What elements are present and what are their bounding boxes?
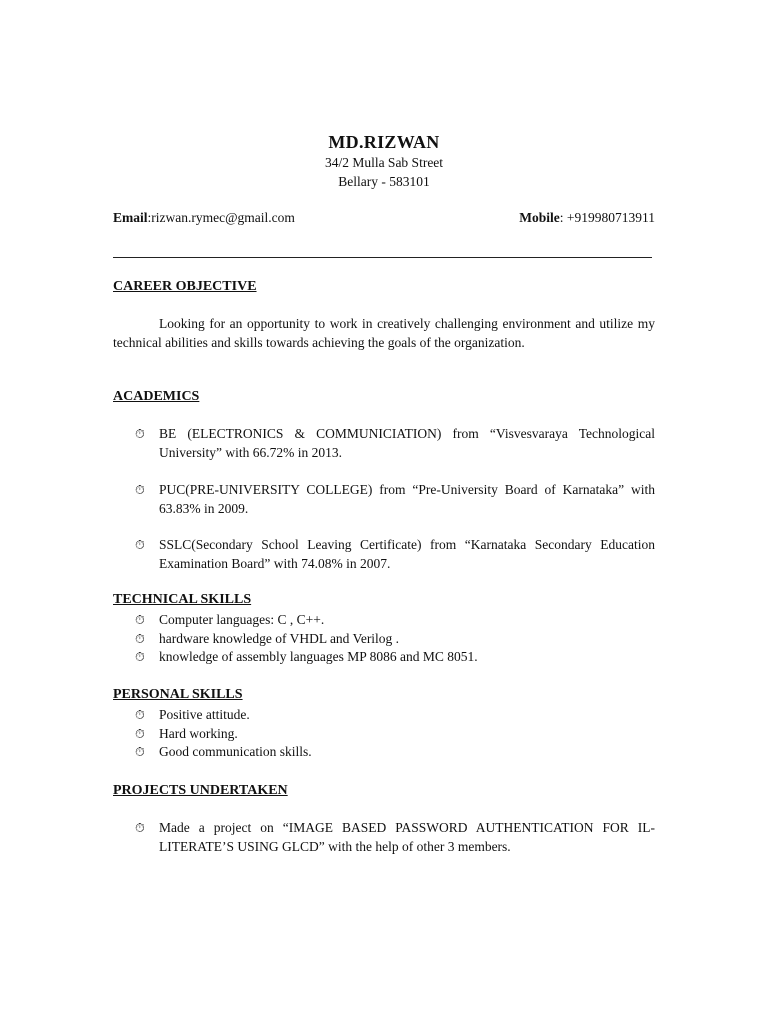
alarm-clock-bullet-icon: ⏱: [135, 821, 145, 835]
project-item-text: Made a project on “IMAGE BASED PASSWORD AUTHENTICATION FOR IL-LITERATE’S USING GLCD” with the help of other 3 members.: [159, 820, 655, 854]
academics-item-text: BE (ELECTRONICS & COMMUNICIATION) from “Visvesvaraya Technological University” with 66.72% in 2013.: [159, 426, 655, 460]
mobile-value: +919980713911: [566, 210, 655, 225]
academics-list: [113, 481, 655, 518]
header-divider: [113, 257, 652, 258]
personal-skills-list: [113, 706, 655, 762]
list-item: [113, 819, 655, 856]
personal-skills-heading: PERSONAL SKILLS: [113, 687, 243, 702]
technical-skill-text: knowledge of assembly languages MP 8086 and MC 8051.: [159, 649, 478, 664]
list-item: [113, 743, 655, 762]
personal-skill-text: Positive attitude.: [159, 707, 250, 722]
career-objective-heading: CAREER OBJECTIVE: [113, 279, 257, 294]
technical-skill-text: Computer languages: C , C++.: [159, 612, 325, 627]
list-item: [113, 706, 655, 725]
academics-heading: ACADEMICS: [113, 389, 200, 404]
alarm-clock-bullet-icon: ⏱: [135, 726, 145, 741]
list-item: [113, 536, 655, 573]
list-item: [113, 725, 655, 744]
mobile-block: Mobile: +919980713911: [519, 210, 655, 225]
technical-skills-list: [113, 611, 655, 667]
academics-list: [113, 425, 655, 462]
academics-item-text: PUC(PRE-UNIVERSITY COLLEGE) from “Pre-University Board of Karnataka” with 63.83% in 2009.: [159, 482, 655, 516]
alarm-clock-bullet-icon: ⏱: [135, 631, 145, 646]
list-item: [113, 630, 655, 649]
alarm-clock-bullet-icon: ⏱: [135, 708, 145, 722]
projects-heading: PROJECTS UNDERTAKEN: [113, 783, 288, 798]
address-line-2: Bellary - 583101: [338, 174, 430, 189]
mobile-label: Mobile: [519, 210, 560, 225]
personal-skill-text: Good communication skills.: [159, 744, 312, 759]
candidate-name: MD.RIZWAN: [328, 132, 440, 152]
alarm-clock-bullet-icon: ⏱: [135, 745, 145, 759]
resume-header: [113, 131, 655, 191]
email-label: Email: [113, 210, 148, 225]
email-block: Email:rizwan.rymec@gmail.com: [113, 210, 295, 225]
alarm-clock-bullet-icon: ⏱: [135, 613, 145, 627]
academics-item-text: SSLC(Secondary School Leaving Certificate) from “Karnataka Secondary Education Examination Board” with 74.08% in 2007.: [159, 537, 655, 571]
career-objective-text: Looking for an opportunity to work in creatively challenging environment and utilize my technical abilities and skills towards achieving the goals of the organization.: [113, 316, 655, 350]
list-item: [113, 611, 655, 630]
technical-skills-heading: TECHNICAL SKILLS: [113, 592, 252, 607]
alarm-clock-bullet-icon: ⏱: [135, 483, 145, 497]
list-item: [113, 481, 655, 518]
alarm-clock-bullet-icon: ⏱: [135, 427, 145, 441]
technical-skill-text: hardware knowledge of VHDL and Verilog .: [159, 630, 400, 646]
email-value: rizwan.rymec@gmail.com: [151, 210, 295, 225]
academics-list: [113, 536, 655, 573]
list-item: [113, 425, 655, 462]
address-line-1: 34/2 Mulla Sab Street: [324, 155, 444, 170]
list-item: [113, 648, 655, 667]
contact-row: [113, 210, 655, 230]
alarm-clock-bullet-icon: ⏱: [135, 650, 145, 664]
alarm-clock-bullet-icon: ⏱: [135, 538, 145, 552]
projects-list: [113, 819, 655, 856]
personal-skill-text: Hard working.: [159, 725, 238, 741]
